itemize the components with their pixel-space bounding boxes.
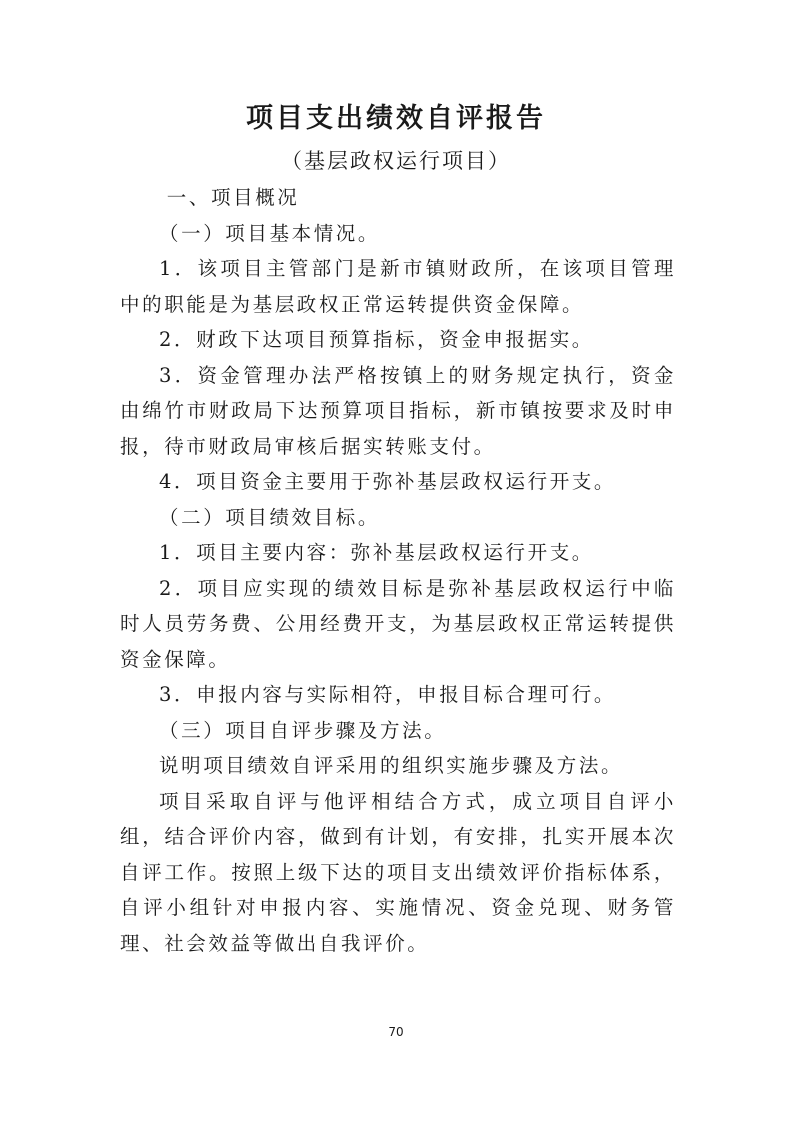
paragraph-item-2: 2．财政下达项目预算指标，资金申报据实。 bbox=[159, 328, 594, 351]
subsection-heading-basic-info: （一）项目基本情况。 bbox=[159, 221, 381, 245]
document-body bbox=[120, 180, 676, 961]
document-title: 项目支出绩效自评报告 bbox=[246, 103, 546, 134]
subsection-heading-goals: （二）项目绩效目标。 bbox=[159, 505, 381, 529]
paragraph-item-4: 4．项目资金主要用于弥补基层政权运行开支。 bbox=[159, 470, 617, 493]
paragraph-method-intro: 说明项目绩效自评采用的组织实施步骤及方法。 bbox=[159, 754, 624, 777]
paragraph-item-3: 3．资金管理办法严格按镇上的财务规定执行，资金由绵竹市财政局下达预算项目指标，新市镇按要求及时申报，待市财政局审核后据实转账支付。 bbox=[120, 363, 676, 458]
document-subtitle: （基层政权运行项目） bbox=[281, 149, 511, 173]
subsection-heading-method: （三）项目自评步骤及方法。 bbox=[159, 718, 447, 742]
paragraph-method-detail: 项目采取自评与他评相结合方式，成立项目自评小组，结合评价内容，做到有计划，有安排，扎实开展本次自评工作。按照上级下达的项目支出绩效评价指标体系，自评小组针对申报内容、实施情况、资金兑现、财务管理、社会效益等做出自我评价。 bbox=[120, 789, 676, 955]
paragraph-goal-1: 1．项目主要内容：弥补基层政权运行开支。 bbox=[159, 541, 594, 564]
paragraph-item-1: 1．该项目主管部门是新市镇财政所，在该项目管理中的职能是为基层政权正常运转提供资金保障。 bbox=[120, 257, 676, 316]
page-number: 70 bbox=[388, 1025, 404, 1039]
paragraph-goal-2: 2．项目应实现的绩效目标是弥补基层政权运行中临时人员劳务费、公用经费开支，为基层政权正常运转提供资金保障。 bbox=[120, 576, 676, 671]
paragraph-goal-3: 3．申报内容与实际相符，申报目标合理可行。 bbox=[159, 683, 617, 706]
section-heading-overview: 一、项目概况 bbox=[166, 186, 300, 209]
